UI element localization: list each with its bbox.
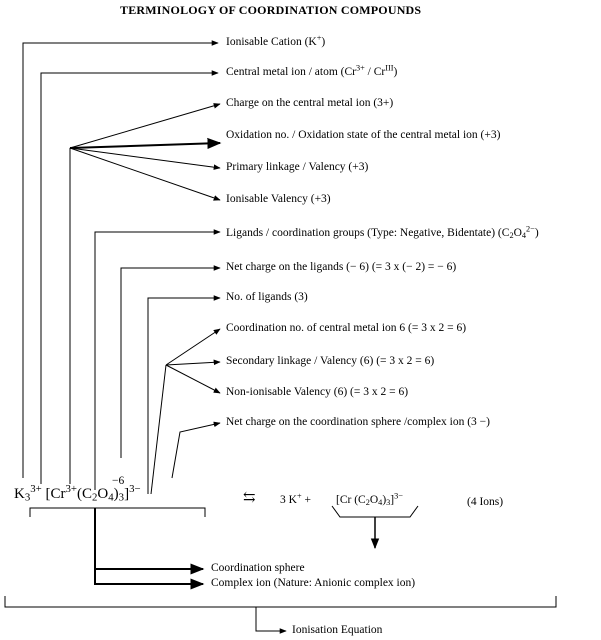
- complex-formula: [14, 483, 141, 504]
- formula-text: K: [14, 486, 25, 502]
- arrow-sphere-charge: [172, 423, 220, 478]
- label-sup: III: [385, 63, 394, 73]
- label-sup: 2−: [526, 224, 535, 234]
- label-text: ): [534, 227, 539, 239]
- label-sub: 2: [509, 231, 514, 241]
- label-charge-central: Charge on the central metal ion (3+): [226, 97, 394, 109]
- arrow-central-metal: [41, 73, 218, 484]
- arrow-complex-ion: [95, 569, 203, 584]
- formula-sup: 3−: [129, 483, 141, 496]
- label-text: O: [513, 227, 522, 239]
- label-text: Ionisable Cation (K: [226, 36, 317, 48]
- formula-sub: 3: [24, 491, 31, 504]
- products-text: ]: [390, 494, 395, 506]
- arrow-coordination-sphere: [95, 508, 203, 569]
- label-secondary-linkage: Secondary linkage / Valency (6) (= 3 x 2 = 6): [226, 355, 435, 367]
- equilibrium-arrow: ⇆: [243, 490, 256, 506]
- formula-text: (C: [77, 486, 92, 502]
- label-ionisable-cation: [226, 33, 326, 49]
- formula-sub: 3: [118, 491, 125, 504]
- products-complex: [336, 491, 403, 508]
- products-text: 3 K: [280, 494, 297, 506]
- products-text: [Cr (C: [336, 494, 366, 506]
- label-sup: 3+: [355, 63, 365, 73]
- page-title: TERMINOLOGY OF COORDINATION COMPOUNDS: [120, 3, 422, 17]
- formula-text: [Cr: [45, 486, 66, 502]
- arrow-coordination-no: [166, 329, 220, 365]
- formula-text: ]: [124, 486, 130, 502]
- arrow-ligand-count: [148, 298, 220, 494]
- products-sub: 2: [365, 498, 370, 508]
- products-text: O: [369, 494, 379, 506]
- label-primary-linkage: Primary linkage / Valency (+3): [226, 161, 369, 173]
- formula-sup: 3+: [65, 483, 77, 496]
- label-ligands: [226, 224, 539, 241]
- label-ligand-charge: Net charge on the ligands (− 6) (= 3 x (− 2) = − 6): [226, 261, 457, 273]
- label-non-ionisable: Non-ionisable Valency (6) (= 3 x 2 = 6): [226, 386, 409, 398]
- arrow-ionisable-valency: [70, 148, 220, 200]
- label-ionisation-equation: Ionisation Equation: [292, 624, 383, 636]
- label-oxidation: Oxidation no. / Oxidation state of the central metal ion (+3): [226, 129, 501, 141]
- products-sup: 3−: [394, 491, 403, 501]
- label-complex-ion: Complex ion (Nature: Anionic complex ion): [211, 577, 416, 589]
- arrow-ionisation-equation: [256, 607, 286, 631]
- arrow-non-ionisable: [166, 365, 220, 393]
- bracket-product: [332, 506, 418, 517]
- label-coordination-sphere: Coordination sphere: [211, 562, 305, 574]
- products-text: +: [304, 494, 311, 506]
- arrow-secondary: [166, 362, 220, 365]
- label-coordination-no: Coordination no. of central metal ion 6 (= 3 x 2 = 6): [226, 322, 467, 334]
- label-sphere-charge: Net charge on the coordination sphere /complex ion (3 −): [226, 416, 490, 428]
- formula-text: ): [113, 486, 119, 502]
- line-coord-stem: [151, 365, 166, 494]
- products-sup: +: [296, 491, 302, 501]
- label-text: Ligands / coordination groups (Type: Negative, Bidentate) (C: [226, 227, 510, 239]
- label-sub: 4: [521, 231, 527, 241]
- arrow-ligands: [95, 232, 220, 490]
- label-ligand-count: No. of ligands (3): [226, 291, 308, 303]
- arrow-oxidation: [70, 143, 220, 148]
- label-text: ): [321, 36, 326, 48]
- arrow-charge-central: [70, 104, 220, 148]
- products-sub: 3: [386, 498, 391, 508]
- products-text: ): [382, 494, 387, 506]
- label-text: ): [393, 66, 398, 78]
- formula-text: O: [97, 486, 109, 502]
- label-text: / Cr: [364, 66, 386, 78]
- bracket-equation: [5, 596, 556, 607]
- formula-sup: 3+: [30, 483, 42, 496]
- arrow-primary: [70, 148, 220, 168]
- products-ions: [280, 491, 311, 507]
- bracket-complex: [30, 508, 205, 517]
- ion-count: (4 Ions): [467, 496, 504, 508]
- formula-sub: 4: [108, 491, 114, 504]
- label-text: Central metal ion / atom (Cr: [226, 66, 356, 78]
- formula-sub: 2: [92, 491, 98, 504]
- products-sub: 4: [378, 498, 383, 508]
- ligand-charge-annotation: −6: [112, 475, 125, 487]
- label-central-metal: [226, 63, 398, 79]
- label-sup: +: [316, 33, 322, 43]
- label-ionisable-valency: Ionisable Valency (+3): [226, 193, 331, 205]
